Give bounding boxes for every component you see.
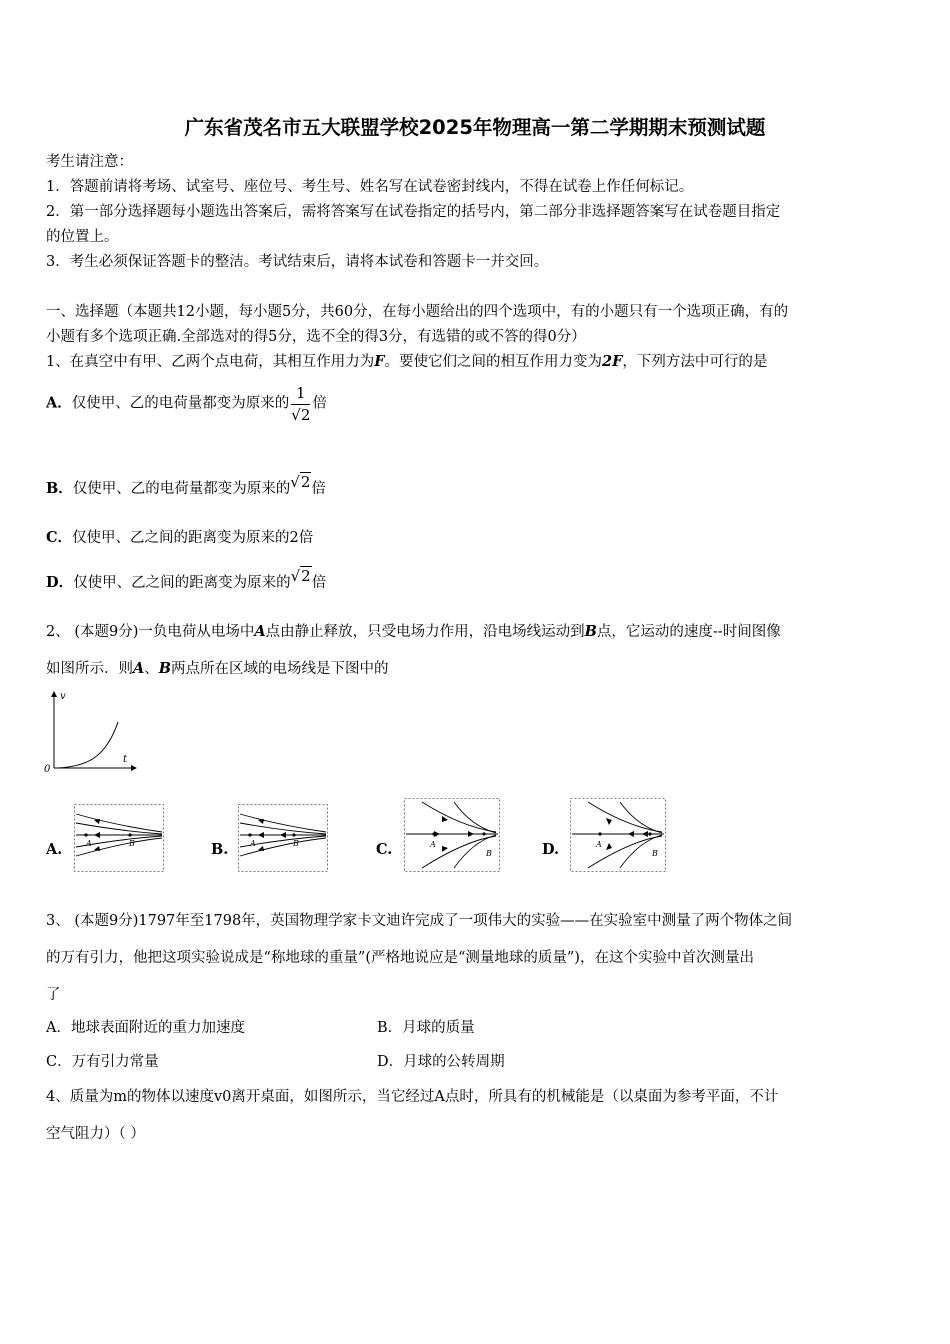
q3-stem-line-3: 了 <box>46 987 61 1003</box>
q4-stem-line-2: 空气阻力）（ ） <box>46 1126 145 1142</box>
q2-option-a-label: A. <box>46 841 63 858</box>
q2-text: 如图所示．则 <box>46 661 133 677</box>
q1-stem-text-2: 。要使它们之间的相互作用力变为 <box>384 354 603 370</box>
point-a-label: A <box>250 839 256 848</box>
notice-item-2-cont: 的位置上。 <box>46 229 119 245</box>
fraction-one-over-sqrt2 <box>291 382 310 425</box>
origin-label: 0 <box>44 764 51 775</box>
notice-heading: 考生请注意： <box>46 154 133 170</box>
point-b-label: B <box>486 849 492 858</box>
q2-stem-line-1 <box>46 622 781 642</box>
page-title: 广东省茂名市五大联盟学校2025年物理高一第二学期期末预测试题 <box>184 116 766 139</box>
q4-stem-line-1: 4、质量为m的物体以速度v0离开桌面，如图所示，当它经过A点时，所具有的机械能是（以桌面为参考平面，不计 <box>46 1089 779 1105</box>
option-label: D． <box>46 574 74 591</box>
notice-item-3: 3．考生必须保证答题卡的整洁。考试结束后，请将本试卷和答题卡一并交回。 <box>46 254 549 270</box>
option-text: 仅使甲、乙之间的距离变为原来的 <box>73 575 291 591</box>
q1-stem-text-3: ，下列方法中可行的是 <box>622 354 768 370</box>
option-suffix: 倍 <box>311 575 327 591</box>
q1-stem-text: 1、在真空中有甲、乙两个点电荷，其相互作用力为 <box>46 354 375 370</box>
q2-text: 两点所在区域的电场线是下图中的 <box>171 661 389 677</box>
q1-double-force-symbol: 2F <box>602 353 623 370</box>
q2-option-d-label: D. <box>542 841 560 858</box>
radicand: 2 <box>300 473 311 491</box>
q2-text: 点，它运动的速度--时间图像 <box>596 624 781 640</box>
q1-option-b <box>46 473 326 499</box>
t-axis-label: t <box>123 754 128 765</box>
q2-text: 点由静止释放，只受电场力作用，沿电场线运动到 <box>265 624 585 640</box>
v-axis-label: v <box>60 691 66 702</box>
q2-text: 2、 (本题9分)一负电荷从电场中 <box>46 624 255 640</box>
q1-option-d <box>46 567 327 593</box>
velocity-time-graph <box>40 688 140 780</box>
field-diagram-d <box>570 798 666 872</box>
option-label: C． <box>46 529 73 546</box>
q1-force-symbol: F <box>374 353 385 370</box>
point-a-label: A <box>430 840 436 849</box>
velocity-curve <box>58 722 118 768</box>
option-suffix: 倍 <box>312 395 327 412</box>
point-b-label: B <box>652 849 658 858</box>
option-text: 仅使甲、乙之间的距离变为原来的2倍 <box>72 530 314 546</box>
sqrt-expression: √2 <box>290 473 311 491</box>
q2-stem-line-2 <box>46 659 389 679</box>
q3-option-a: A．地球表面附近的重力加速度 <box>46 1020 245 1036</box>
q2-point-b: B <box>584 623 597 640</box>
q1-option-c <box>46 528 313 548</box>
field-diagram-a <box>74 804 164 872</box>
notice-item-2: 2．第一部分选择题每小题选出答案后，需将答案写在试卷指定的括号内，第二部分非选择题答案写在试卷题目指定 <box>46 204 781 220</box>
radicand: 2 <box>300 406 311 424</box>
q2-option-b-label: B. <box>211 841 229 858</box>
field-diagram-c <box>404 798 500 872</box>
q1-stem <box>46 352 767 372</box>
q3-stem-line-2: 的万有引力，他把这项实验说成是“称地球的重量”(严格地说应是“测量地球的质量”)，在这个实验中首次测量出 <box>46 950 754 966</box>
q1-option-a <box>46 382 327 425</box>
q2-point-b: B <box>158 660 172 677</box>
q3-option-b: B．月球的质量 <box>377 1020 475 1036</box>
radicand: 2 <box>301 567 311 585</box>
fraction-denominator: √2 <box>291 406 311 424</box>
q3-option-d: D．月球的公转周期 <box>377 1054 505 1070</box>
option-label: B． <box>46 480 73 497</box>
q2-point-a: A <box>133 660 145 677</box>
q3-stem-line-1: 3、 (本题9分)1797年至1798年，英国物理学家卡文迪许完成了一项伟大的实验——在实验室中测量了两个物体之间 <box>46 913 793 929</box>
section-heading-cont: 小题有多个选项正确.全部选对的得5分，选不全的得3分，有选错的或不答的得0分） <box>46 329 586 345</box>
option-suffix: 倍 <box>311 481 326 497</box>
field-diagram-b <box>238 804 328 872</box>
q2-option-c-label: C. <box>376 841 393 858</box>
point-a-label: A <box>596 840 602 849</box>
q3-option-c: C．万有引力常量 <box>46 1054 159 1070</box>
point-b-label: B <box>293 839 299 848</box>
point-a-label: A <box>86 839 92 848</box>
section-heading: 一、选择题（本题共12小题，每小题5分，共60分，在每小题给出的四个选项中，有的小题只有一个选项正确，有的 <box>46 304 789 320</box>
q2-point-a: A <box>254 623 266 640</box>
option-text: 仅使甲、乙的电荷量都变为原来的 <box>72 481 291 497</box>
fraction-numerator: 1 <box>296 384 306 402</box>
notice-item-1: 1．答题前请将考场、试室号、座位号、考生号、姓名写在试卷密封线内，不得在试卷上作任何标记。 <box>46 179 694 195</box>
point-b-label: B <box>129 839 135 848</box>
option-text: 仅使甲、乙的电荷量都变为原来的 <box>71 395 290 412</box>
option-label: A． <box>46 394 72 412</box>
q2-text: 、 <box>144 661 159 677</box>
sqrt-expression: √2 <box>290 567 311 585</box>
